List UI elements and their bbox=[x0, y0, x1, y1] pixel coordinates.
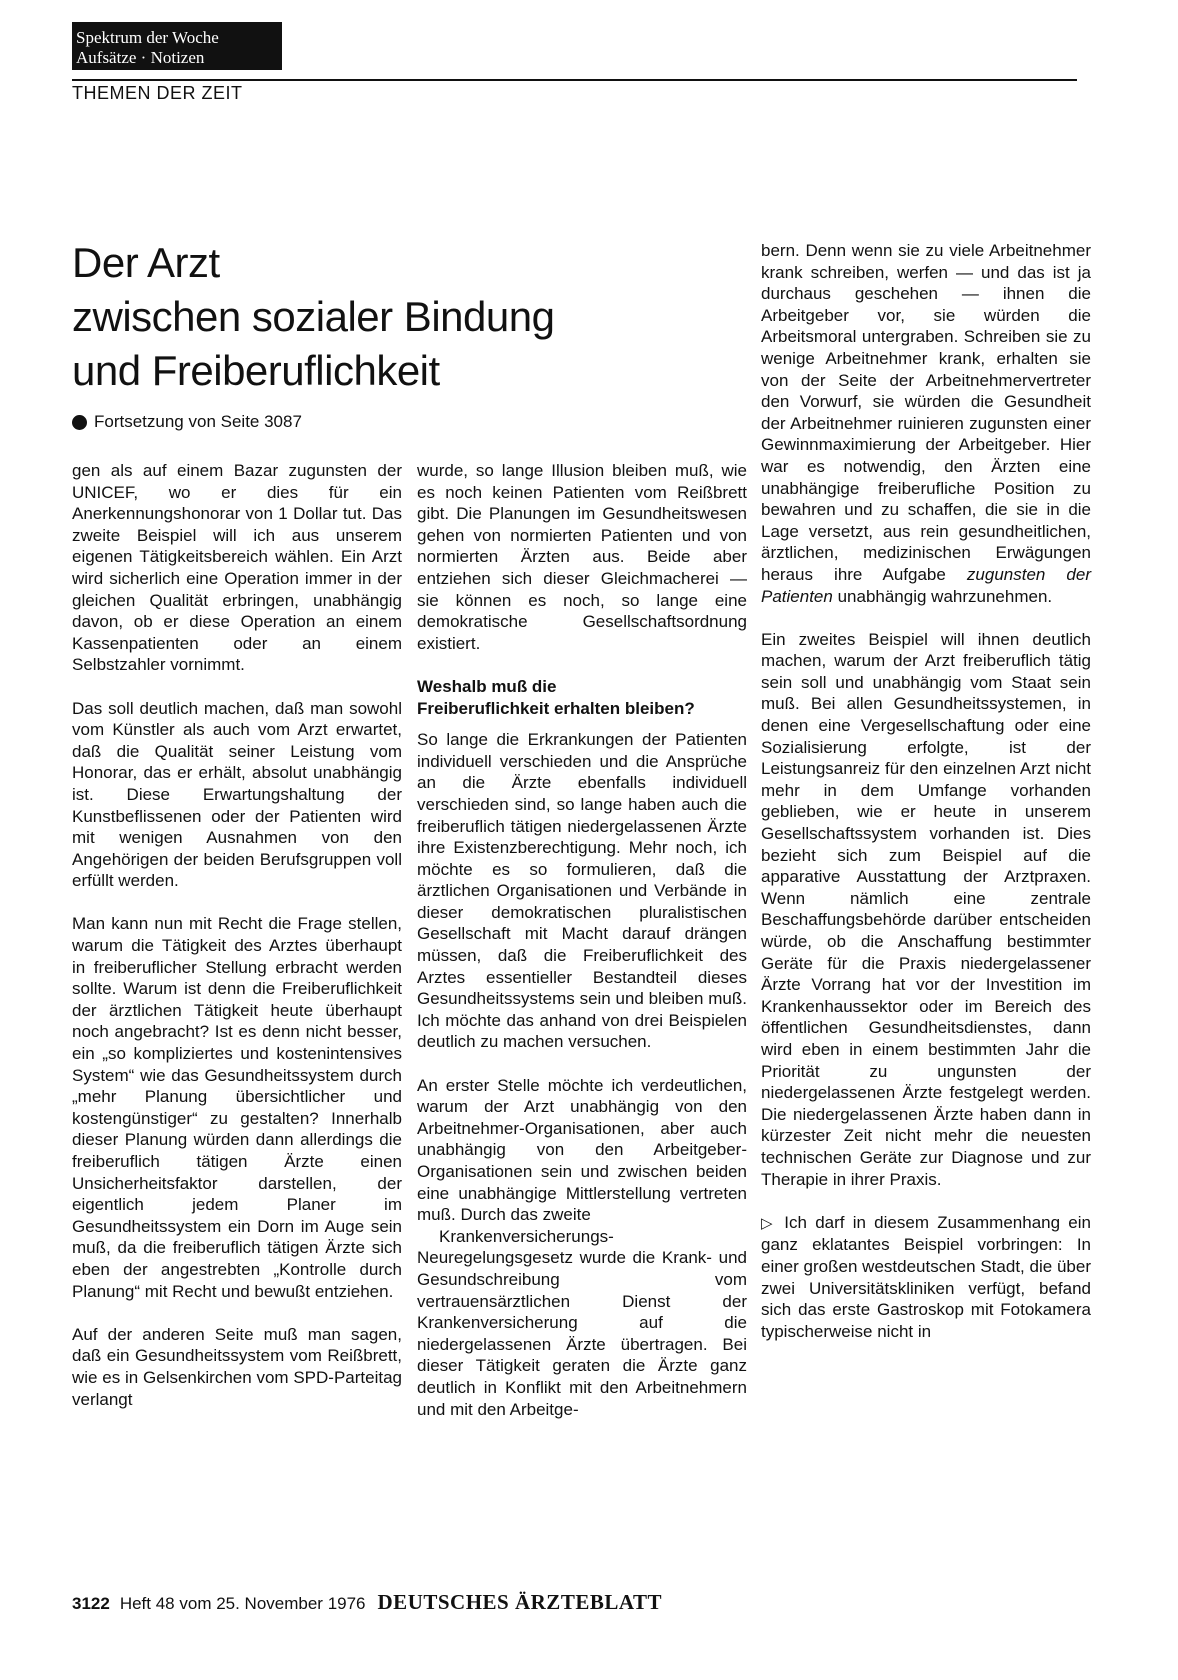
paragraph-text: An erster Stelle möchte ich verdeutlichen, warum der Arzt unabhängig von den Arbeitnehmer-Organisationen, aber auch unabhängig von den Arbeitgeber-Organisationen sein und zwischen beiden eine unabhängige Mittlerstellung vertreten muß. Durch das zweite bbox=[417, 1075, 747, 1225]
column-1 bbox=[72, 460, 402, 1432]
rubric: THEMEN DER ZEIT bbox=[72, 83, 243, 103]
subheading-line2: Freiberuflichkeit erhalten bleiben? bbox=[417, 698, 695, 718]
paragraph: wurde, so lange Illusion bleiben muß, wie es noch keinen Patienten vom Reißbrett gibt. Die Planungen im Gesundheitswesen gehen von normierten Patienten und von normierten Ärzten aus. Beide aber entziehen sich dieser Gleichmacherei — sie können es noch, so lange eine demokratische Gesellschaftsordnung existiert. bbox=[417, 461, 747, 653]
paragraph: Man kann nun mit Recht die Frage stellen, warum die Tätigkeit des Arztes überhaupt in freiberuflicher Stellung erbracht werden sollte. Warum ist denn die Freiberuflichkeit der ärztlichen Tätigkeit heute überhaupt noch angebracht? Ist es denn nicht besser, ein „so kompliziertes und kostenintensives System“ wie das Gesundheitssystem durch „mehr Planung übersichtlicher und kostengünstiger“ zu gestalten? Innerhalb dieser Planung würden dann allerdings die freiberuflich tätigen Ärzte einen Unsicherheitsfaktor darstellen, der eigentlich jedem Planer im Gesundheitssystem ein Dorn im Auge sein muß, da die freiberuflich tätigen Ärzte sich eben der angestrebten „Kontrolle durch Planung“ mit Recht und bewußt entziehen. bbox=[72, 914, 402, 1301]
paragraph-text: Ich darf in diesem Zusammenhang ein ganz eklatantes Beispiel vorbringen: In einer großen westdeutschen Stadt, die über zwei Universitätskliniken verfügt, befand sich das erste Gastroskop mit Fotokamera typischerweise nicht in bbox=[761, 1212, 1091, 1341]
continuation-text: Fortsetzung von Seite 3087 bbox=[94, 412, 302, 431]
headline-line1: Der Arzt bbox=[72, 239, 220, 286]
section-label bbox=[72, 22, 282, 70]
issue-info: Heft 48 vom 25. November 1976 bbox=[119, 1594, 366, 1613]
page-number: 3122 bbox=[72, 1594, 110, 1613]
paragraph: Krankenversicherungs-Neuregelungsgesetz wurde die Krank- und Gesundschreibung vom vertrauensärztlichen Dienst der Krankenversicherung auf die niedergelassenen Ärzte übertragen. Bei dieser Tätigkeit geraten die Ärzte ganz deutlich in Konflikt mit den Arbeitnehmern und mit den Arbeitge- bbox=[417, 1226, 747, 1419]
paragraph bbox=[417, 1075, 747, 1226]
headline-line2: zwischen sozialer Bindung bbox=[72, 293, 555, 340]
paragraph bbox=[761, 240, 1091, 607]
continuation-note bbox=[72, 412, 302, 432]
paragraph-text: bern. Denn wenn sie zu viele Arbeitnehmer krank schreiben, werfen — und das ist ja durchaus geschehen — ihnen die Arbeitgeber vor, sie würden die Arbeitsmoral untergraben. Schreiben sie zu wenige Arbeitnehmer krank, erhalten sie von der Seite der Arbeitnehmervertreter den Vorwurf, sie würden die Gesundheit der Arbeitnehmer ruinieren zugunsten einer Gewinnmaximierung der Arbeitgeber. Hier war es notwendig, den Ärzten eine unabhängige freiberufliche Position zu bewahren und zu schaffen, die sie in die Lage versetzt, aus rein gesundheitlichen, ärztlichen, medizinischen Erwägungen heraus ihre Aufgabe bbox=[761, 241, 1091, 584]
column-3 bbox=[761, 240, 1091, 1364]
bullet-icon bbox=[72, 415, 87, 430]
headline bbox=[72, 236, 712, 398]
section-label-line2: Aufsätze · Notizen bbox=[76, 48, 205, 67]
emphasis-text: zugunsten der Patienten bbox=[761, 564, 1091, 606]
paragraph: gen als auf einem Bazar zugunsten der UNICEF, wo er dies für ein Anerkennungshonorar von 1 Dollar tut. Das zweite Beispiel will ich aus unserem eigenen Tätigkeitsbereich wählen. Ein Arzt wird sicherlich eine Operation immer in der gleichen Qualität erbringen, unabhängig davon, ob er diese Operation an einem Kassenpatienten oder an einem Selbstzahler vornimmt. bbox=[72, 461, 402, 675]
paragraph bbox=[761, 1212, 1091, 1343]
subheading-line1: Weshalb muß die bbox=[417, 676, 557, 696]
column-2 bbox=[417, 460, 747, 1442]
triangle-marker-icon: ▷ bbox=[761, 1214, 777, 1232]
paragraph: So lange die Erkrankungen der Patienten individuell verschieden und die Ansprüche an die Ärzte ebenfalls individuell verschieden sind, so lange haben auch die freiberuflich tätigen niedergelassenen Ärzte ihre Existenzberechtigung. Mehr noch, ich möchte es so formulieren, daß die ärztlichen Organisationen und Verbände in dieser demokratischen pluralistischen Gesellschaft mit Macht darauf drängen müssen, daß die Freiberuflichkeit des Arztes essentieller Bestandteil dieses Gesundheitssystems sein und bleiben muß. Ich möchte das anhand von drei Beispielen deutlich zu machen versuchen. bbox=[417, 730, 747, 1052]
paragraph: Auf der anderen Seite muß man sagen, daß ein Gesundheitssystem vom Reißbrett, wie es in Gelsenkirchen vom SPD-Parteitag verlangt bbox=[72, 1324, 402, 1409]
paragraph-text: unabhängig wahrzunehmen. bbox=[837, 586, 1053, 606]
headline-line3: und Freiberuflichkeit bbox=[72, 347, 440, 394]
paragraph: Ein zweites Beispiel will ihnen deutlich machen, warum der Arzt freiberuflich tätig sein soll und unabhängig vom Staat sein muß. Bei allen Gesundheitssystemen, in denen eine Vergesellschaftung oder eine Sozialisierung erfolgte, ist der Leistungsanreiz für den einzelnen Arzt nicht mehr in dem Umfange vorhanden geblieben, wie er heute in unserem Gesellschaftssystem vorhanden ist. Dies bezieht sich zum Beispiel auf die apparative Ausstattung der Arztpraxen. Wenn nämlich eine zentrale Beschaffungsbehörde darüber entscheiden würde, ob die Anschaffung bestimmter Geräte für die Praxis niedergelassener Ärzte Vorrang hat vor der Investition im Krankenhaussektor oder im Bereich des öffentlichen Gesundheitsdienstes, dann wird eben in einem bestimmten Jahr die Priorität zu ungunsten der niedergelassenen Ärzte festgelegt werden. Die niedergelassenen Ärzte haben dann in kürzester Zeit nicht mehr die neuesten technischen Geräte zur Diagnose und zur Therapie in ihrer Praxis. bbox=[761, 629, 1091, 1189]
top-rule bbox=[72, 79, 1077, 81]
publication-name: DEUTSCHES ÄRZTEBLATT bbox=[377, 1590, 662, 1614]
paragraph: Das soll deutlich machen, daß man sowohl vom Künstler als auch vom Arzt erwartet, daß die Qualität seiner Leistung vom Honorar, das er erhält, absolut unabhängig ist. Diese Erwartungshaltung der Kunstbeflissenen oder der Patienten wird mit wenigen Ausnahmen von den Angehörigen der beiden Berufsgruppen voll erfüllt werden. bbox=[72, 698, 402, 891]
page-footer bbox=[72, 1590, 662, 1615]
section-label-line1: Spektrum der Woche bbox=[76, 28, 219, 47]
